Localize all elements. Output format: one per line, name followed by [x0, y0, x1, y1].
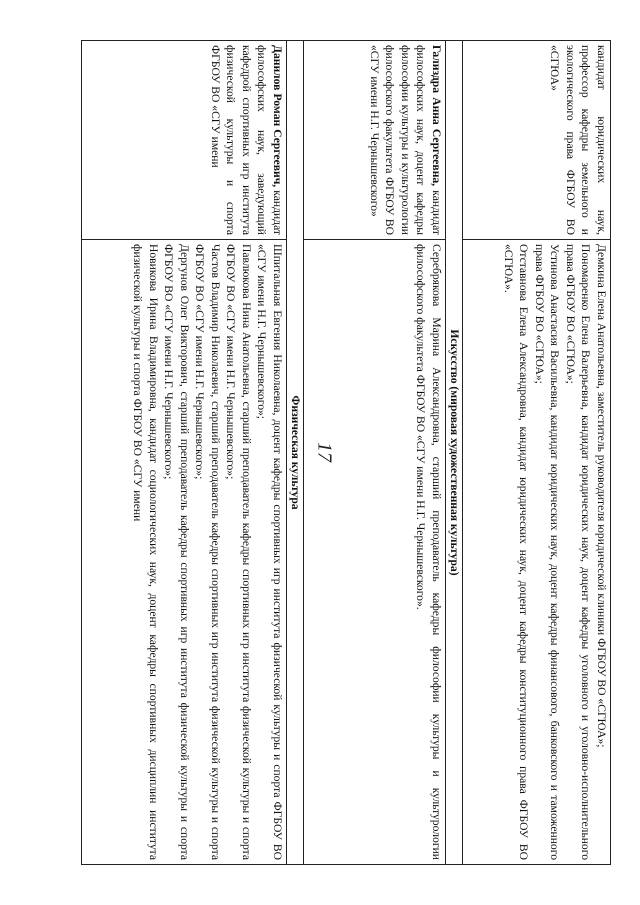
chair-name: Гализдра Анна Сергеевна,: [430, 45, 443, 187]
members-cell: [304, 240, 446, 865]
section-heading-sport: Физическая культура: [287, 41, 304, 865]
chair-cell: [82, 41, 287, 240]
member-line: Частов Владимир Николаевич, старший преподаватель кафедры спортивных игр института физической культуры и спорта ФГБОУ ВО «СГУ имени Н.Г. Чернышевского»;: [193, 244, 222, 860]
table-row: [304, 41, 446, 865]
table-row: [463, 41, 611, 865]
member-line: Дергунов Олег Викторович, старший преподаватель кафедры спортивных игр института физической культуры и спорта ФГБОУ ВО «СГУ имени Н.Г. Чернышевского»;: [162, 244, 191, 860]
chair-cell: [304, 41, 446, 240]
chair-name: Данилов Роман Сергеевич,: [271, 45, 284, 188]
member-line: Павлюкова Нина Анатольевна, старший преподаватель кафедры спортивных игр института физической культуры и спорта ФГБОУ ВО «СГУ имени Н.Г. Чернышевского»;: [224, 244, 253, 860]
member-line: Новикова Ирина Владимировна, кандидат социологических наук, доцент кафедры спортивных дисциплин института физической культуры и спорта ФГБОУ ВО «СГУ имени: [131, 244, 160, 860]
member-line: Отставнова Елена Александровна, кандидат юридических наук, доцент кафедры конституционного права ФГБОУ ВО «СГЮА».: [502, 244, 531, 860]
rotated-table-sheet: [81, 40, 611, 865]
chair-title: кандидат философских наук, заведующий кафедрой спортивных игр института физической культуры и спорта ФГБОУ ВО «СГУ имени: [209, 45, 284, 235]
member-line: Шпитальная Евгения Николаевна, доцент кафедры спортивных игр института физической культуры и спорта ФГБОУ ВО «СГУ имени Н.Г. Чернышевского»;: [255, 244, 284, 860]
members-cell: [463, 240, 611, 865]
chair-cell: [463, 41, 611, 240]
section-heading-art: Искусство (мировая художественная культура): [446, 41, 463, 865]
members-cell: [82, 240, 287, 865]
section-row: [446, 41, 463, 865]
member-line: Пономаренко Елена Валерьевна, кандидат юридических наук, доцент кафедры уголовного и уголовно-исполнительного права ФГБОУ ВО «СГЮА»;: [564, 244, 593, 860]
page-number: 17: [313, 442, 336, 462]
table-row: [82, 41, 287, 865]
member-line: Демкина Елена Анатольевна, заместитель руководителя юридической клиники ФГБОУ ВО «СГЮА»;: [595, 244, 608, 748]
chair-title: кандидат философских наук, доцент кафедры философии культуры и культурологии философского факультета ФГБОУ ВО «СГУ имени Н.Г. Чернышевского»: [368, 45, 443, 235]
jury-table: [81, 40, 611, 865]
chair-text: кандидат юридических наук, профессор кафедры земельного и экологического права ФГБОУ ВО «СГЮА»: [548, 45, 608, 235]
member-line: Серебрякова Марина Александровна, старший преподаватель кафедры философии культуры и культурологии философского факультета ФГБОУ ВО «СГУ имени Н.Г. Чернышевского».: [414, 244, 443, 860]
member-line: Устинова Анастасия Васильевна, кандидат юридических наук, доцент кафедры финансового, банковского и таможенного права ФГБОУ ВО «СГЮА»;: [533, 244, 562, 860]
section-row: [287, 41, 304, 865]
